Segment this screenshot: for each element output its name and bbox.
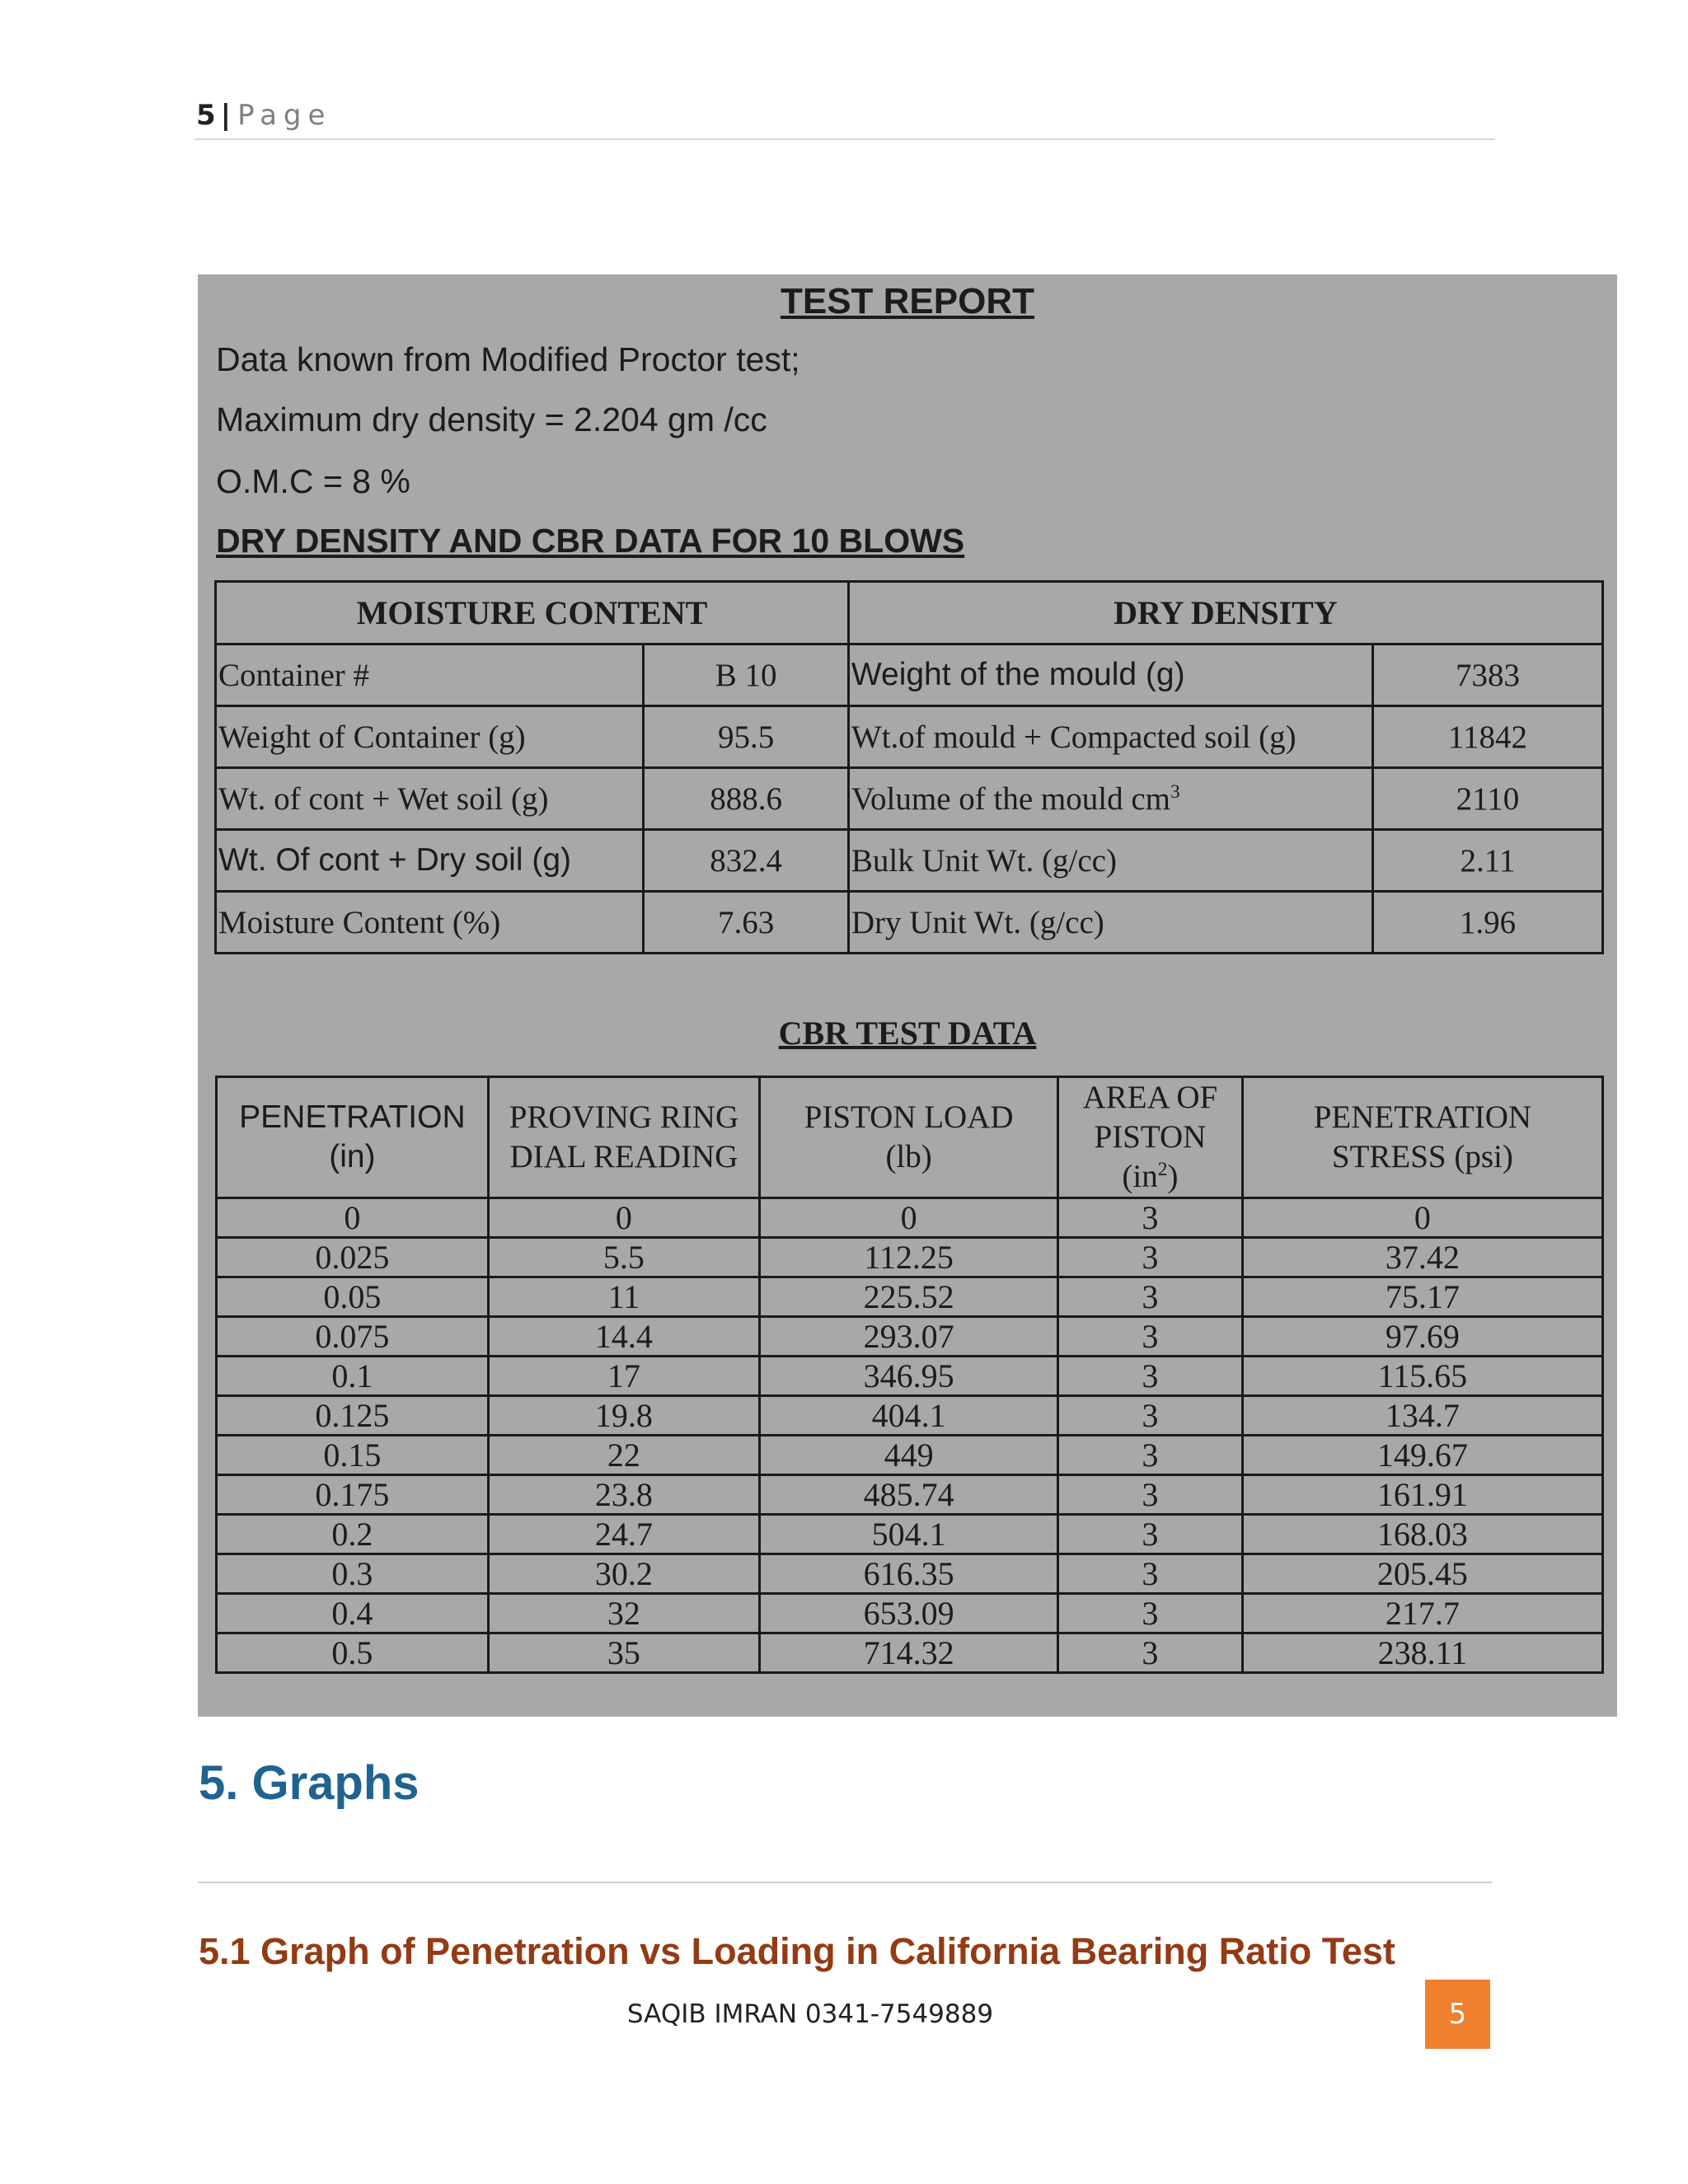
moisture-value: B 10 [644,644,849,706]
stress-cell: 161.91 [1242,1475,1602,1515]
penetration-stress-header: PENETRATION STRESS (psi) [1242,1077,1602,1198]
table-row [217,1594,1603,1633]
piston-area-cell: 3 [1058,1554,1243,1594]
piston-area-cell: 3 [1058,1633,1243,1673]
dial-reading-cell: 14.4 [488,1317,759,1357]
header-page-number: 5 [196,99,216,132]
piston-load-cell: 112.25 [760,1238,1058,1277]
piston-load-cell: 225.52 [760,1277,1058,1317]
header-page-word: Page [237,99,332,132]
density-value: 7383 [1372,644,1602,706]
table-row [217,1633,1603,1673]
page-header [196,99,331,132]
piston-load-cell: 714.32 [760,1633,1058,1673]
section-heading: 5. Graphs [199,1756,420,1810]
stress-cell: 168.03 [1242,1515,1602,1554]
section-divider [198,1882,1492,1883]
piston-load-header: PISTON LOAD (lb) [760,1077,1058,1198]
density-label: Wt.of mould + Compacted soil (g) [848,706,1372,768]
table-row [217,1475,1603,1515]
table-row [217,1436,1603,1475]
table-row [216,644,1603,706]
subsection-heading: 5.1 Graph of Penetration vs Loading in California Bearing Ratio Test [199,1930,1395,1972]
piston-area-header: AREA OF PISTON $(in^2)$ [1058,1077,1243,1198]
cbr-table [215,1076,1604,1674]
penetration-cell: 0.4 [217,1594,489,1633]
table-row [217,1198,1603,1238]
dial-reading-cell: 24.7 [488,1515,759,1554]
dial-reading-cell: 35 [488,1633,759,1673]
moisture-value: 888.6 [644,768,849,830]
table-row [216,830,1603,892]
penetration-cell: 0.3 [217,1554,489,1594]
piston-area-cell: 3 [1058,1436,1243,1475]
penetration-cell: 0.15 [217,1436,489,1475]
density-label [848,768,1372,830]
report-line-omc: O.M.C = 8 % [216,462,410,500]
piston-load-cell: 616.35 [760,1554,1058,1594]
stress-cell: 75.17 [1242,1277,1602,1317]
piston-area-cell: 3 [1058,1198,1243,1238]
piston-load-cell: 449 [760,1436,1058,1475]
moisture-density-table [214,580,1604,954]
table-row [217,1357,1603,1396]
header-separator: | [220,99,232,132]
stress-cell: 37.42 [1242,1238,1602,1277]
dry-density-cbr-heading: DRY DENSITY AND CBR DATA FOR 10 BLOWS [216,522,965,560]
piston-area-cell: 3 [1058,1238,1243,1277]
table-row [217,1396,1603,1436]
footer-page-box: 5 [1425,1980,1490,2049]
moisture-label: Wt. of cont + Wet soil (g) [216,768,644,830]
piston-load-cell: 485.74 [760,1475,1058,1515]
dial-reading-cell: 19.8 [488,1396,759,1436]
table-row [217,1554,1603,1594]
penetration-header: PENETRATION (in) [217,1077,489,1198]
penetration-cell: 0.025 [217,1238,489,1277]
table-header-row [216,582,1603,644]
scanned-test-report [198,274,1617,1717]
table-row [216,706,1603,768]
piston-load-cell: 346.95 [760,1357,1058,1396]
stress-cell: 0 [1242,1198,1602,1238]
dial-reading-cell: 23.8 [488,1475,759,1515]
moisture-label: Moisture Content (%) [216,892,644,954]
dry-density-header: DRY DENSITY [848,582,1602,644]
dial-reading-cell: 32 [488,1594,759,1633]
penetration-cell: 0.5 [217,1633,489,1673]
piston-load-cell: 404.1 [760,1396,1058,1436]
header-divider [195,138,1495,140]
table-row [217,1277,1603,1317]
penetration-cell: 0 [217,1198,489,1238]
moisture-value: 95.5 [644,706,849,768]
piston-area-cell: 3 [1058,1515,1243,1554]
stress-cell: 134.7 [1242,1396,1602,1436]
dial-reading-cell: 11 [488,1277,759,1317]
stress-cell: 238.11 [1242,1633,1602,1673]
penetration-cell: 0.2 [217,1515,489,1554]
moisture-label: Wt. Of cont + Dry soil (g) [216,830,644,892]
table-row [216,892,1603,954]
piston-area-cell: 3 [1058,1475,1243,1515]
density-label: Bulk Unit Wt. (g/cc) [848,830,1372,892]
moisture-label: Weight of Container (g) [216,706,644,768]
penetration-cell: 0.175 [217,1475,489,1515]
dial-reading-cell: 0 [488,1198,759,1238]
density-label-superscript: 3 [1170,780,1180,803]
density-label: Dry Unit Wt. (g/cc) [848,892,1372,954]
piston-area-cell: 3 [1058,1396,1243,1436]
stress-cell: 97.69 [1242,1317,1602,1357]
piston-area-cell: 3 [1058,1357,1243,1396]
penetration-cell: 0.05 [217,1277,489,1317]
report-line-max-dry-density: Maximum dry density = 2.204 gm /cc [216,401,767,438]
dial-reading-cell: 22 [488,1436,759,1475]
piston-area-cell: 3 [1058,1277,1243,1317]
table-row [217,1317,1603,1357]
penetration-cell: 0.1 [217,1357,489,1396]
stress-cell: 205.45 [1242,1554,1602,1594]
table-row [217,1238,1603,1277]
piston-load-cell: 653.09 [760,1594,1058,1633]
cbr-table-body [217,1198,1603,1673]
piston-area-cell: 3 [1058,1317,1243,1357]
moisture-value: 832.4 [644,830,849,892]
table-row [216,768,1603,830]
moisture-value: 7.63 [644,892,849,954]
density-value: 2110 [1372,768,1602,830]
piston-load-cell: 504.1 [760,1515,1058,1554]
cbr-header-row [217,1077,1603,1198]
density-value: 1.96 [1372,892,1602,954]
report-line-proctor: Data known from Modified Proctor test; [216,340,800,378]
report-title: TEST REPORT [780,281,1035,321]
penetration-cell: 0.125 [217,1396,489,1436]
density-value: 2.11 [1372,830,1602,892]
stress-cell: 217.7 [1242,1594,1602,1633]
piston-area-cell: 3 [1058,1594,1243,1633]
footer-author: SAQIB IMRAN 0341-7549889 [626,1999,994,2029]
dial-reading-cell: 30.2 [488,1554,759,1594]
dial-reading-cell: 5.5 [488,1238,759,1277]
cbr-test-data-heading: CBR TEST DATA [778,1015,1037,1052]
table-row [217,1515,1603,1554]
dial-reading-cell: 17 [488,1357,759,1396]
piston-load-cell: 0 [760,1198,1058,1238]
moisture-content-header: MOISTURE CONTENT [216,582,849,644]
dial-reading-header: PROVING RING DIAL READING [488,1077,759,1198]
density-label: Weight of the mould (g) [848,644,1372,706]
penetration-cell: 0.075 [217,1317,489,1357]
density-value: 11842 [1372,706,1602,768]
density-label-text: Volume of the mould cm [851,780,1170,817]
stress-cell: 115.65 [1242,1357,1602,1396]
piston-load-cell: 293.07 [760,1317,1058,1357]
moisture-label: Container # [216,644,644,706]
stress-cell: 149.67 [1242,1436,1602,1475]
